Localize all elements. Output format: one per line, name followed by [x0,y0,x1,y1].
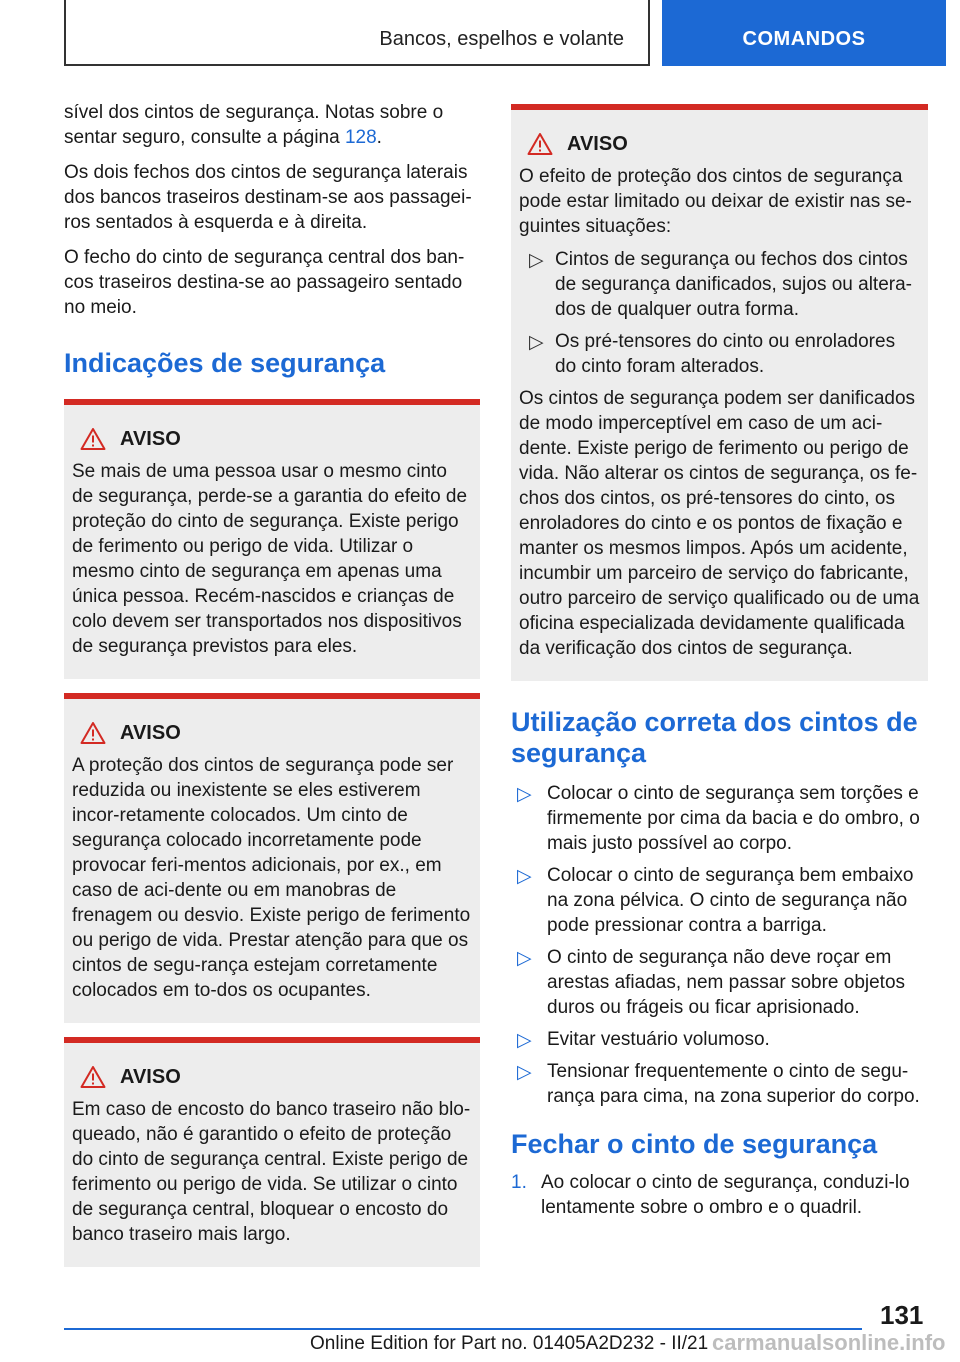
left-column [64,100,480,1267]
list-item [519,329,920,379]
list-item-text: Colocar o cinto de segurança sem torções e firmemente por cima da bacia e do ombro, o mais justo possível ao corpo. [547,783,920,854]
triangle-right-icon: ▷ [517,866,532,887]
warning-box [64,399,480,679]
warning-intro: O efeito de proteção dos cintos de segurança pode estar limitado ou deixar de existir nas se-guintes situações: [519,166,912,237]
step-text: Ao colocar o cinto de segurança, conduzi-lo lentamente sobre o ombro e o quadril. [541,1172,910,1218]
warning-text: Os cintos de segurança podem ser danificados de modo imperceptível em caso de um aci-dente. Existe perigo de ferimento ou perigo de vida. Não alterar os cintos de segurança, os fe-chos dos cintos, os pré-tensores do cinto, os enroladores do cinto e os pontos de fixação e manter os mesmos limpos. Após um acidente, incumbir um parceiro de serviço do fabricante, outro parceiro de serviço qualificado ou de uma oficina especializada devidamente qualificada da verificação dos cintos de segurança. [519,388,920,659]
list-item-text: Cintos de segurança ou fechos dos cintos de segurança danificados, sujos ou altera-dos de qualquer outra forma. [555,249,913,320]
warning-title: AVISO [120,427,181,450]
warning-text: Se mais de uma pessoa usar o mesmo cinto de segurança, perde-se a garantia do efeito de proteção do cinto de segurança. Existe perigo de ferimento ou perigo de vida. Utilizar o mesmo cinto de segurança em apenas uma única pessoa. Recém-nascidos e crianças de colo devem ser transportados nos dispositivos de segurança previstos para eles. [72,461,468,657]
paragraph [64,100,480,150]
triangle-right-icon: ▷ [529,250,544,271]
section-heading: Utilização correta dos cintos de segurança [511,707,918,768]
section-heading: Fechar o cinto de segurança [511,1129,878,1159]
warning-triangle-icon [80,721,106,745]
warning-title: AVISO [120,1065,181,1088]
warning-text: A proteção dos cintos de segurança pode ser reduzida ou inexistente se eles estiverem incor-retamente colocados. Um cinto de segurança colocado incorretamente pode provocar feri-mentos adicionais, por ex., em caso de aci-dente ou em manobras de frenagem ou desvio. Existe perigo de ferimento ou perigo de vida. Prestar atenção para que os cintos de segu-rança estejam corretamente colocados em to-dos os ocupantes. [72,755,471,1001]
list-item-text: Tensionar frequentemente o cinto de segu-rança para cima, na zona superior do corpo. [547,1061,920,1107]
list-item [511,1059,928,1109]
warning-header [519,130,920,158]
warning-title: AVISO [120,721,181,744]
list-item [511,781,928,856]
step-number: 1. [511,1172,527,1193]
header-section-title: Bancos, espelhos e volante [379,28,624,50]
triangle-right-icon: ▷ [517,1030,532,1051]
header-tab[interactable] [662,0,946,66]
page-number: 131 [880,1300,924,1330]
warning-title: AVISO [567,132,628,155]
warning-header [72,425,472,453]
list-item-text: Evitar vestuário volumoso. [547,1029,770,1050]
page-reference-link[interactable]: 128 [344,127,377,148]
list-item-text: Colocar o cinto de segurança bem embaixo na zona pélvica. O cinto de segurança não pode pressionar contra a barriga. [547,865,914,936]
triangle-right-icon: ▷ [517,784,532,805]
list-item [511,1027,928,1052]
paragraph: O fecho do cinto de segurança central dos ban-cos traseiros destina-se ao passageiro sentado no meio. [64,247,465,318]
list-item-text: Os pré-tensores do cinto ou enroladores do cinto foram alterados. [555,331,896,377]
warning-list [519,247,920,379]
header-section-box [64,0,650,66]
warning-box [511,104,928,681]
paragraph: Os dois fechos dos cintos de segurança laterais dos bancos traseiros destinam-se aos passagei-ros sentados à esquerda e à direita. [64,162,472,233]
warning-box [64,1037,480,1267]
warning-triangle-icon [80,427,106,451]
triangle-right-icon: ▷ [517,1062,532,1083]
section-heading: Indicações de segurança [64,348,386,378]
warning-header [72,1063,472,1091]
warning-text: Em caso de encosto do banco traseiro não blo-queado, não é garantido o efeito de proteção do cinto de segurança central. Existe perigo de ferimento ou perigo de vida. Se utilizar o cinto de segurança central, bloquear o encosto do banco traseiro mais largo. [72,1099,471,1245]
triangle-right-icon: ▷ [529,332,544,353]
triangle-right-icon: ▷ [517,948,532,969]
warning-triangle-icon [527,132,553,156]
paragraph-text: sível dos cintos de segurança. Notas sobre o sentar seguro, consulte a página [64,102,444,148]
list-item-text: O cinto de segurança não deve roçar em arestas afiadas, nem passar sobre objetos duros ou frágeis ou ficar aprisionado. [547,947,906,1018]
footer-edition: Online Edition for Part no. 01405A2D232 - II/21 [310,1333,709,1354]
warning-triangle-icon [80,1065,106,1089]
list-item [511,945,928,1020]
instruction-list [511,781,928,1109]
paragraph-text: . [376,127,382,148]
warning-header [72,719,472,747]
header-tab-label: COMANDOS [742,28,866,50]
step-item [511,1170,928,1220]
warning-box [64,693,480,1023]
list-item [511,863,928,938]
step-list [511,1170,928,1220]
list-item [519,247,920,322]
right-column [511,104,928,1220]
footer-watermark: carmanualsonline.info [712,1330,946,1355]
